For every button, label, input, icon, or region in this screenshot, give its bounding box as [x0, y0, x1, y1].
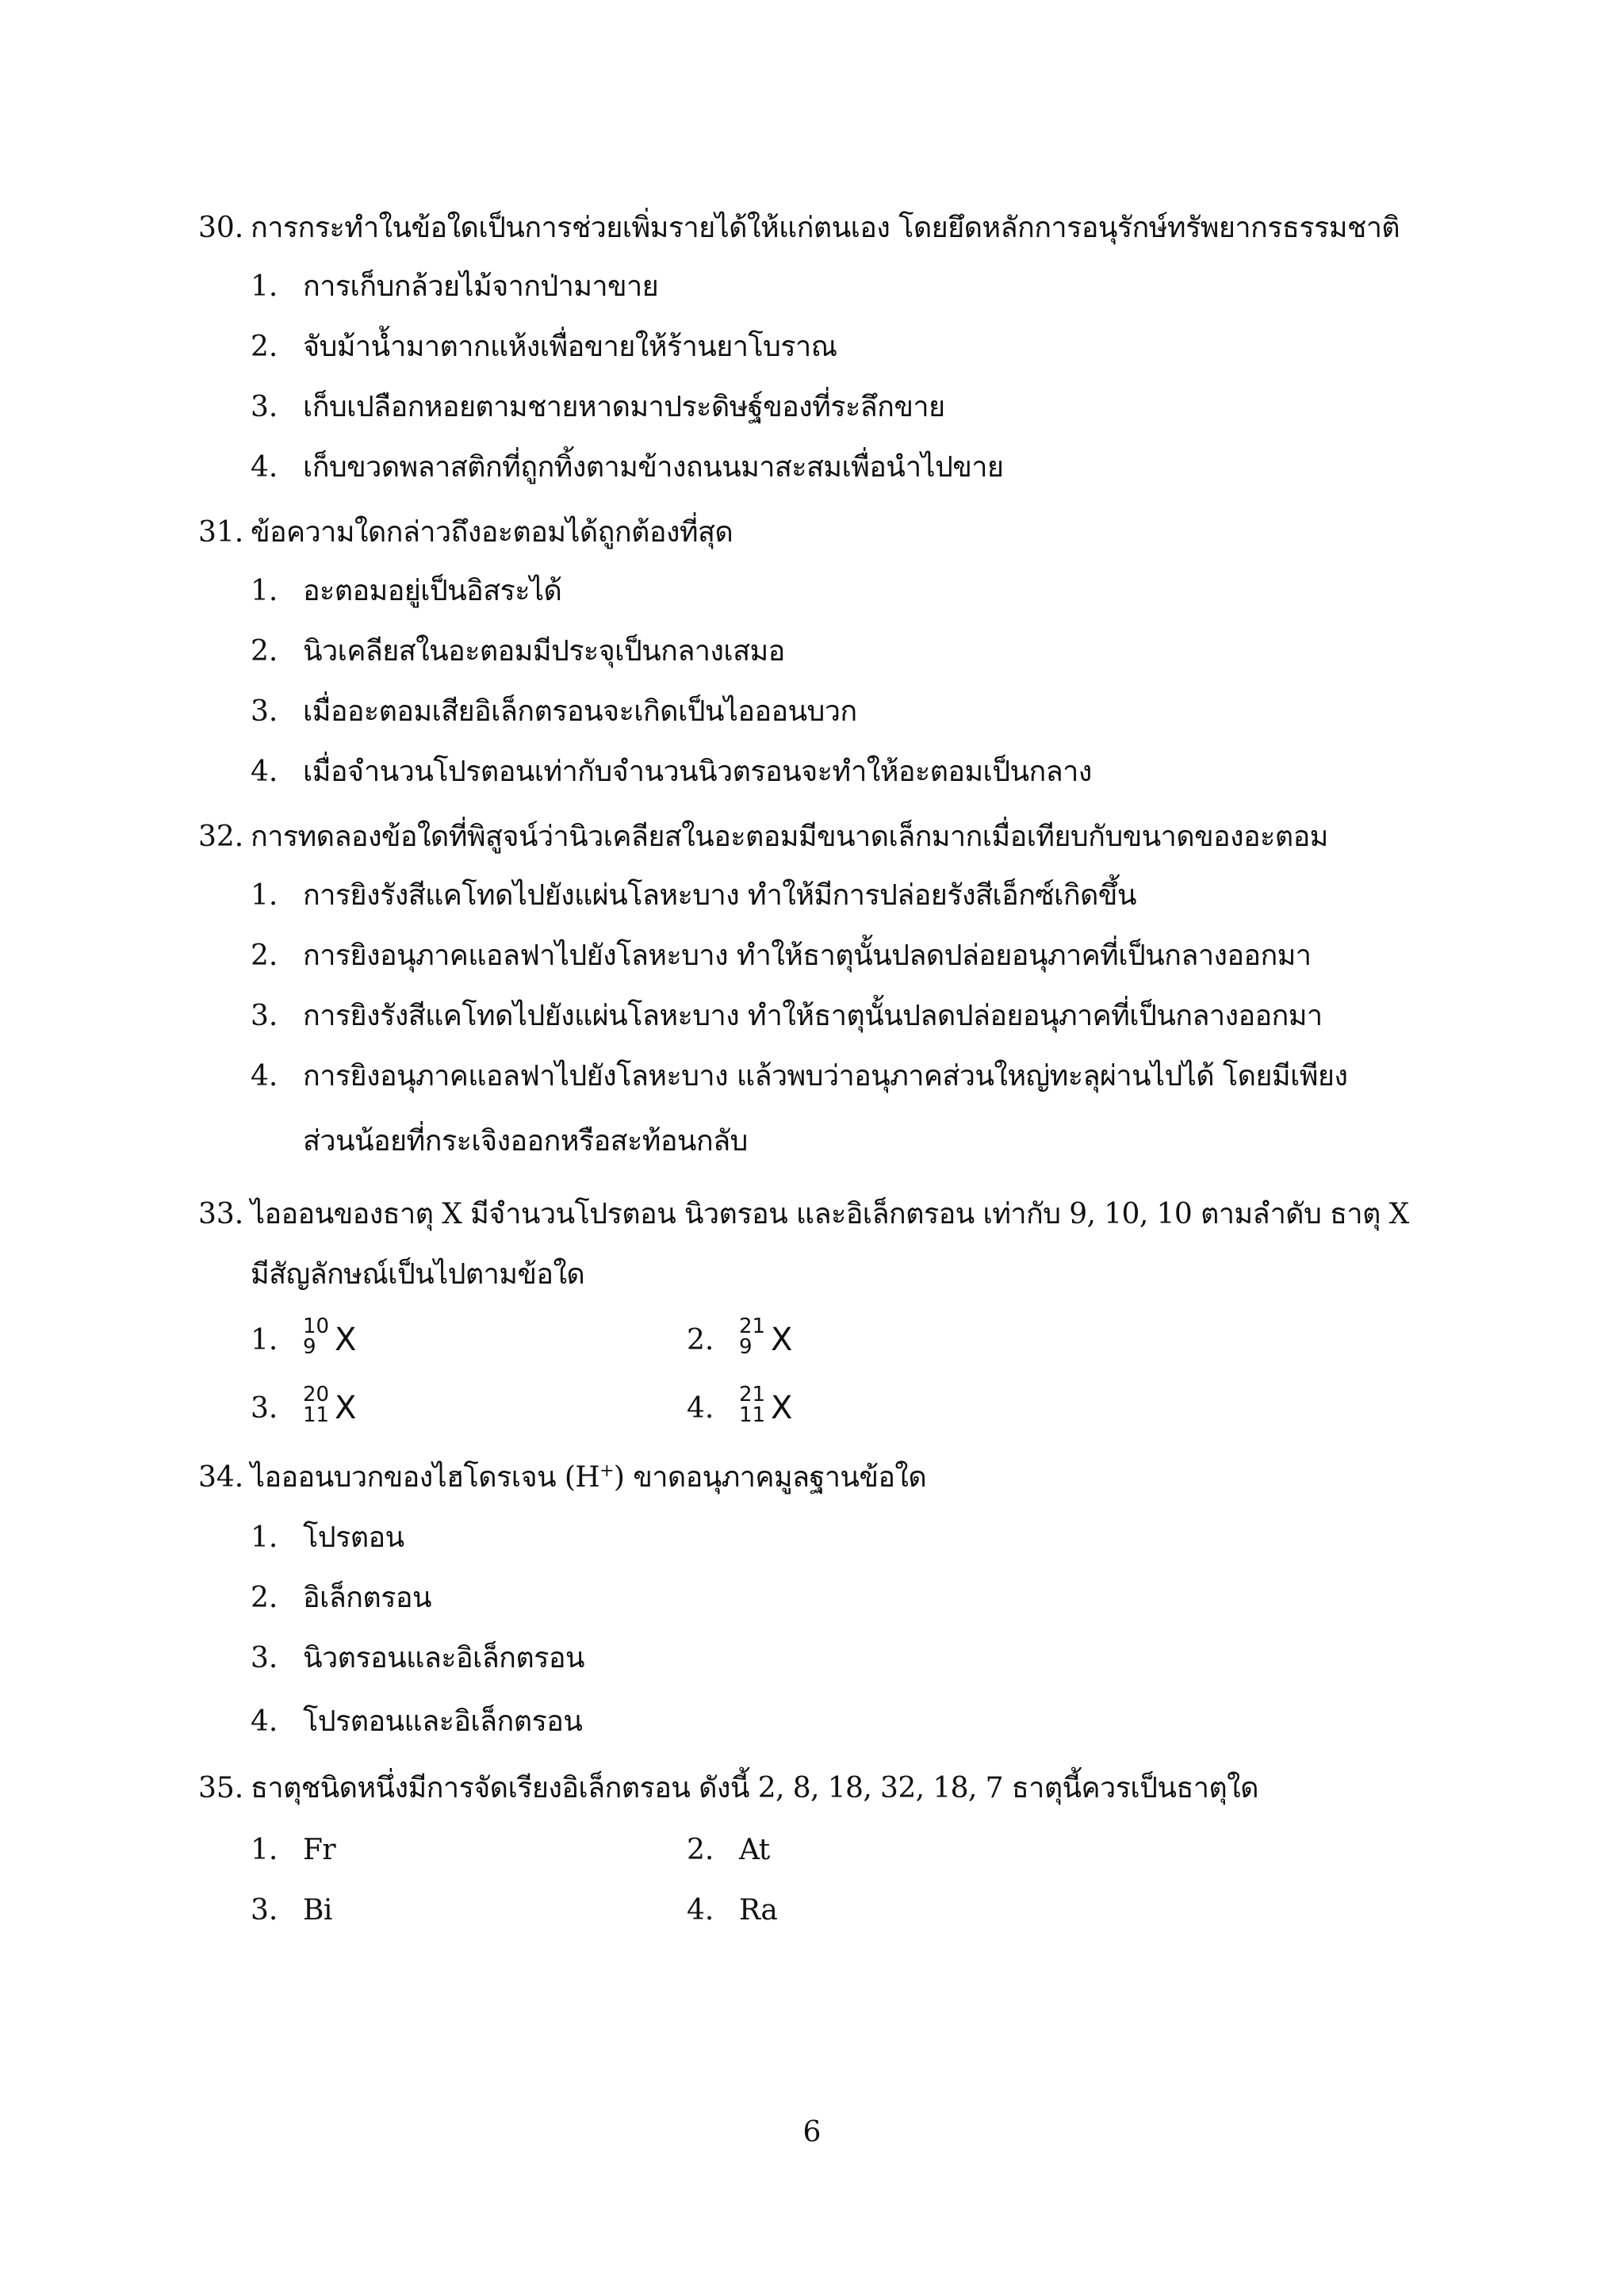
question-text: ไอออนของธาตุ X มีจำนวนโปรตอน นิวตรอน และอิเล็กตรอน เท่ากับ 9, 10, 10 ตามลำดับ ธาตุ X [251, 1198, 1409, 1230]
option-text: การยิงอนุภาคแอลฟาไปยังโลหะบาง แล้วพบว่าอนุภาคส่วนใหญ่ทะลุผ่านไปได้ โดยมีเพียง [303, 1060, 1348, 1093]
option-number: 4. [251, 756, 278, 788]
option-text: โปรตอน [303, 1521, 404, 1554]
question-text: ข้อความใดกล่าวถึงอะตอมได้ถูกต้องที่สุด [251, 516, 733, 549]
option-text: เมื่ออะตอมเสียอิเล็กตรอนจะเกิดเป็นไอออนบวก [303, 695, 857, 728]
option-number: 2. [251, 635, 278, 668]
option-number: 2. [687, 1834, 714, 1866]
question-text-part: ไอออนบวกของไฮโดรเจน (H [251, 1461, 600, 1494]
option-number: 3. [251, 1000, 278, 1032]
page-number: 6 [802, 2116, 822, 2149]
option-number: 3. [251, 1894, 278, 1927]
atomic-number: 9 [303, 1335, 316, 1359]
question-number: 33. [198, 1198, 244, 1230]
option-text: Bi [303, 1894, 332, 1927]
mass-number: 21 [739, 1383, 766, 1406]
option-number: 4. [687, 1894, 714, 1927]
option-text: การเก็บกล้วยไม้จากป่ามาขาย [303, 270, 659, 303]
question-number: 30. [198, 212, 244, 244]
option-continuation: ส่วนน้อยที่กระเจิงออกหรือสะท้อนกลับ [303, 1125, 748, 1158]
mass-number: 10 [303, 1314, 330, 1338]
question-text: การกระทำในข้อใดเป็นการช่วยเพิ่มรายได้ให้แก่ตนเอง โดยยึดหลักการอนุรักษ์ทรัพยากรธรรมชาติ [251, 212, 1400, 244]
option-number: 4. [251, 1705, 278, 1738]
atomic-number: 9 [739, 1335, 753, 1359]
charge-superscript: + [599, 1461, 614, 1481]
question-text [251, 1454, 926, 1502]
option-text: โปรตอนและอิเล็กตรอน [303, 1705, 583, 1738]
element-symbol: X [335, 1322, 357, 1358]
option-text: เก็บเปลือกหอยตามชายหาดมาประดิษฐ์ของที่ระลึกขาย [303, 391, 945, 423]
mass-number: 20 [303, 1383, 330, 1406]
question-text: การทดลองข้อใดที่พิสูจน์ว่านิวเคลียสในอะตอมมีขนาดเล็กมากเมื่อเทียบกับขนาดของอะตอม [251, 821, 1328, 853]
option-text: Ra [739, 1894, 778, 1927]
option-number: 4. [251, 1060, 278, 1093]
question-text-continuation: มีสัญลักษณ์เป็นไปตามข้อใด [251, 1258, 585, 1291]
option-text: การยิงอนุภาคแอลฟาไปยังโลหะบาง ทำให้ธาตุนั้นปลดปล่อยอนุภาคที่เป็นกลางออกมา [303, 939, 1312, 972]
option-text: อะตอมอยู่เป็นอิสระได้ [303, 575, 562, 607]
nuclide-symbol [303, 1313, 430, 1368]
element-symbol: X [335, 1390, 357, 1426]
option-number: 1. [251, 1834, 278, 1866]
question-text-part: ) ขาดอนุภาคมูลฐานข้อใด [613, 1461, 927, 1494]
mass-number: 21 [739, 1314, 766, 1338]
option-text: Fr [303, 1834, 335, 1866]
question-text: ธาตุชนิดหนึ่งมีการจัดเรียงอิเล็กตรอน ดังนี้ 2, 8, 18, 32, 18, 7 ธาตุนี้ควรเป็นธาตุใด [251, 1772, 1258, 1804]
question-number: 34. [198, 1461, 244, 1494]
option-text: เมื่อจำนวนโปรตอนเท่ากับจำนวนนิวตรอนจะทำให้อะตอมเป็นกลาง [303, 756, 1092, 788]
nuclide-symbol [303, 1381, 430, 1437]
option-number: 1. [251, 1324, 278, 1357]
option-number: 2. [251, 331, 278, 363]
option-number: 1. [251, 879, 278, 912]
nuclide-symbol [739, 1381, 866, 1437]
option-number: 3. [251, 1642, 278, 1674]
option-text: เก็บขวดพลาสติกที่ถูกทิ้งตามข้างถนนมาสะสมเพื่อนำไปขาย [303, 451, 1004, 484]
question-number: 31. [198, 516, 244, 549]
option-text: การยิงรังสีแคโทดไปยังแผ่นโลหะบาง ทำให้ธาตุนั้นปลดปล่อยอนุภาคที่เป็นกลางออกมา [303, 1000, 1323, 1032]
option-number: 4. [251, 451, 278, 484]
element-symbol: X [771, 1390, 793, 1426]
atomic-number: 11 [739, 1403, 766, 1427]
option-number: 4. [687, 1392, 714, 1425]
element-symbol: X [771, 1322, 793, 1358]
question-number: 32. [198, 821, 244, 853]
option-number: 2. [687, 1324, 714, 1357]
option-text: นิวตรอนและอิเล็กตรอน [303, 1642, 584, 1674]
option-number: 3. [251, 391, 278, 423]
option-text: At [739, 1834, 770, 1866]
option-text: การยิงรังสีแคโทดไปยังแผ่นโลหะบาง ทำให้มีการปล่อยรังสีเอ็กซ์เกิดขึ้น [303, 879, 1136, 912]
atomic-number: 11 [303, 1403, 330, 1427]
option-number: 3. [251, 695, 278, 728]
option-number: 1. [251, 575, 278, 607]
option-number: 2. [251, 1582, 278, 1614]
question-number: 35. [198, 1772, 244, 1804]
option-text: นิวเคลียสในอะตอมมีประจุเป็นกลางเสมอ [303, 635, 785, 668]
nuclide-symbol [739, 1313, 866, 1368]
option-number: 2. [251, 939, 278, 972]
option-number: 1. [251, 270, 278, 303]
option-number: 3. [251, 1392, 278, 1425]
option-text: จับม้าน้ำมาตากแห้งเพื่อขายให้ร้านยาโบราณ [303, 331, 837, 363]
option-number: 1. [251, 1521, 278, 1554]
option-text: อิเล็กตรอน [303, 1582, 431, 1614]
